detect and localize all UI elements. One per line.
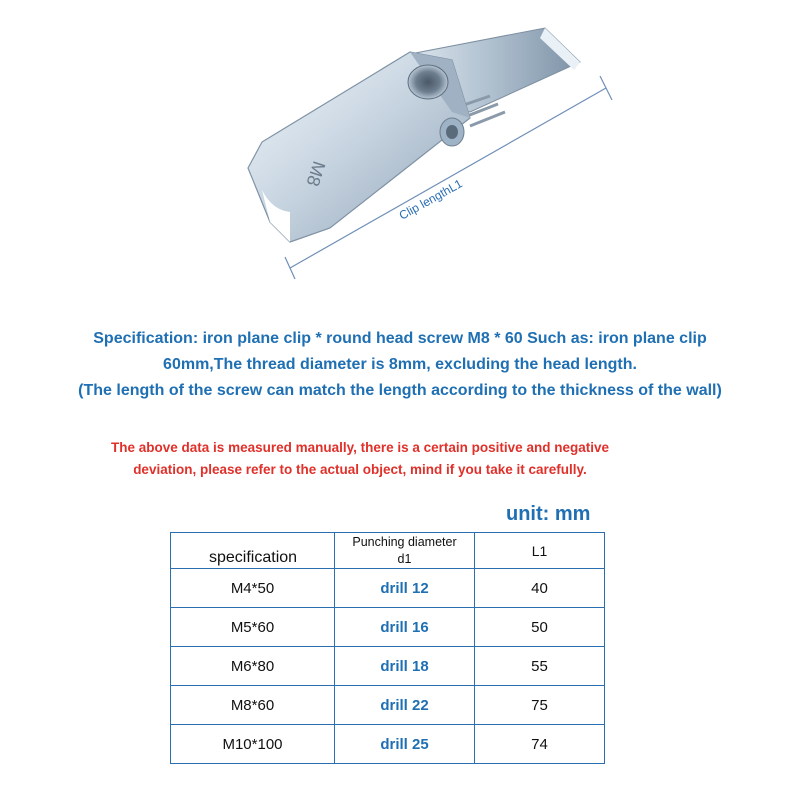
notice-line-2: deviation, please refer to the actual object, mind if you take it carefully. (133, 462, 587, 477)
stamp-marking: M8 (302, 158, 330, 189)
table-row (171, 647, 605, 686)
cell-spec: M5*60 (171, 608, 335, 647)
cell-l1: 74 (475, 725, 605, 764)
cell-drill: drill 25 (335, 725, 475, 764)
table-row (171, 725, 605, 764)
header-l1: L1 (475, 533, 605, 569)
cell-drill: drill 16 (335, 608, 475, 647)
description-line-2: 60mm,The thread diameter is 8mm, excluding the head length. (163, 356, 637, 373)
header-punching-diameter (335, 533, 475, 569)
product-image (0, 0, 800, 300)
header-specification: specification (171, 533, 335, 569)
table-row (171, 569, 605, 608)
notice-line-1: The above data is measured manually, there is a certain positive and negative (111, 440, 609, 455)
cell-spec: M8*60 (171, 686, 335, 725)
specification-description (0, 326, 800, 404)
description-line-1: Specification: iron plane clip * round head screw M8 * 60 Such as: iron plane clip (93, 330, 707, 347)
clip-front-plate (248, 52, 470, 242)
cell-l1: 50 (475, 608, 605, 647)
cell-l1: 55 (475, 647, 605, 686)
cell-l1: 75 (475, 686, 605, 725)
cell-spec: M6*80 (171, 647, 335, 686)
table-row (171, 608, 605, 647)
table-header-row (171, 533, 605, 569)
cell-spec: M10*100 (171, 725, 335, 764)
description-line-3: (The length of the screw can match the length according to the thickness of the wall) (78, 382, 722, 399)
dimension-label: Clip lengthL1 (396, 176, 465, 223)
measurement-notice (60, 437, 660, 481)
header-punching-line2: d1 (397, 551, 412, 566)
cell-drill: drill 18 (335, 647, 475, 686)
cell-drill: drill 12 (335, 569, 475, 608)
header-punching-line1: Punching diameter (352, 534, 457, 549)
cell-drill: drill 22 (335, 686, 475, 725)
unit-label: unit: mm (506, 503, 591, 525)
table-row (171, 686, 605, 725)
cell-l1: 40 (475, 569, 605, 608)
cell-spec: M4*50 (171, 569, 335, 608)
specification-table (170, 532, 605, 764)
